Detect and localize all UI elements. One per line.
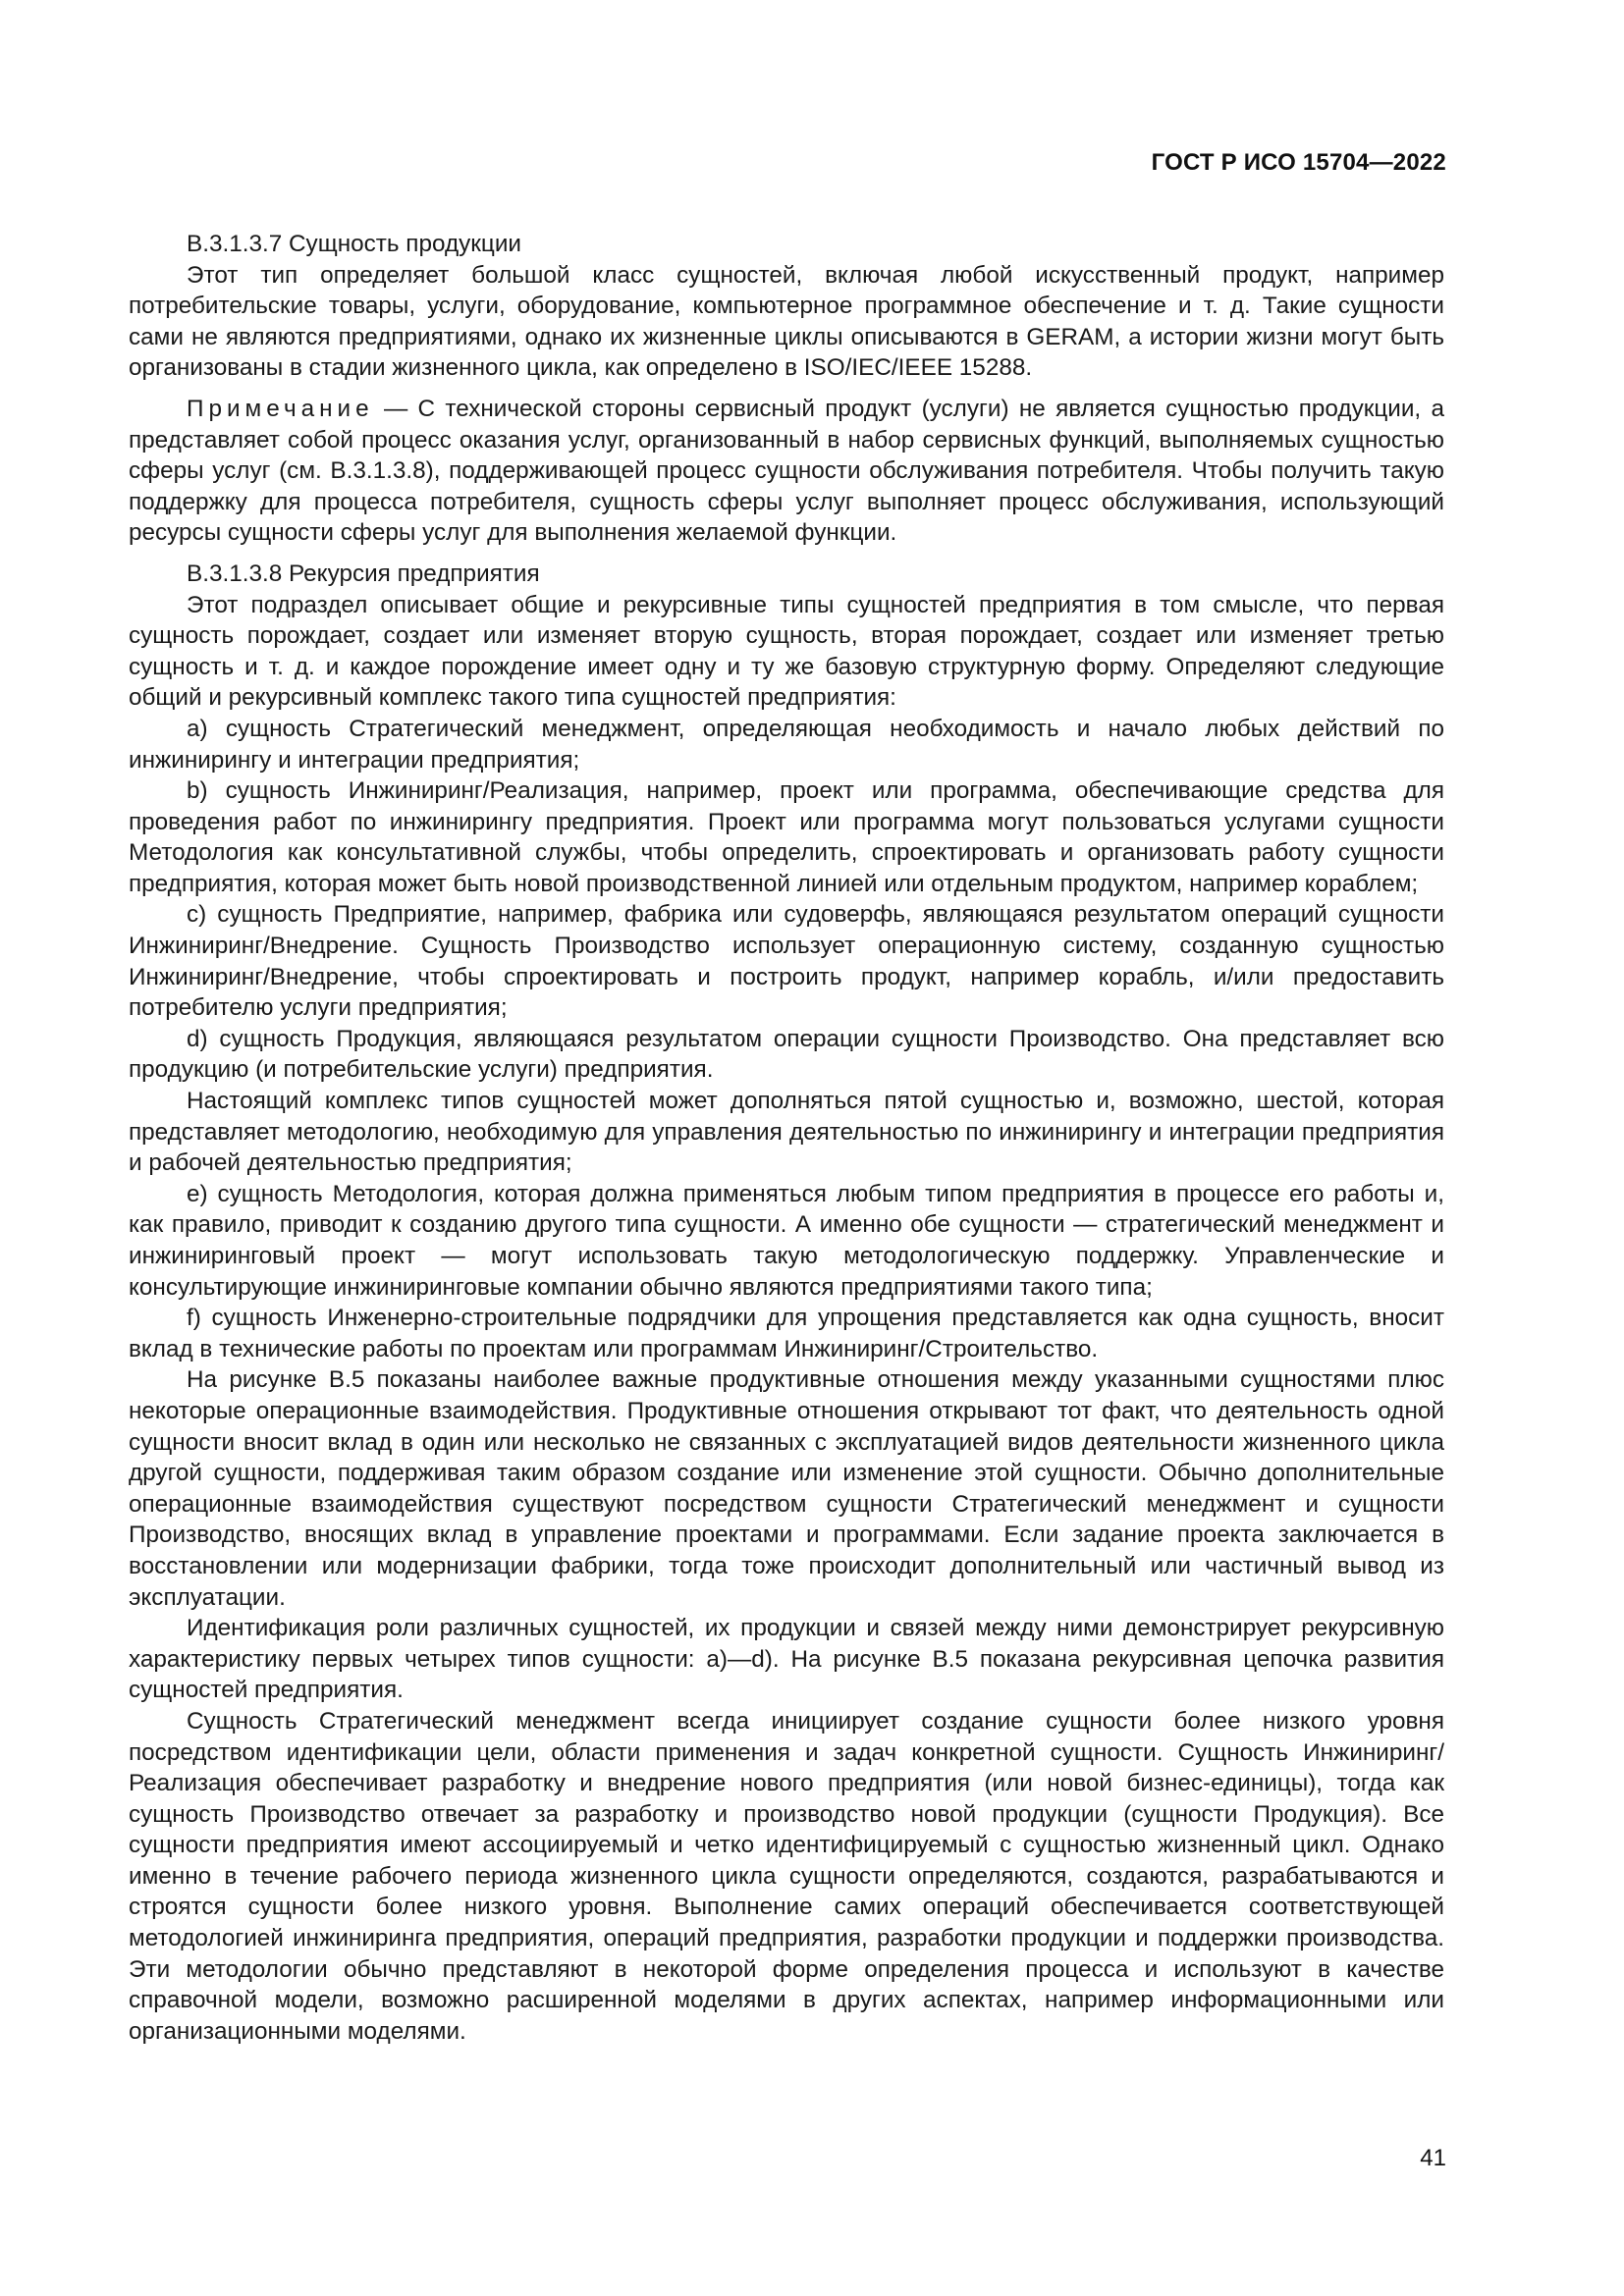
list-item-f: f) сущность Инженерно-строительные подрядчики для упрощения представляется как одна сущность, вносит вклад в технические работы по проектам или программам Инжиниринг/Строительство. bbox=[129, 1305, 1444, 1362]
paragraph-role-identification: Идентификация роли различных сущностей, их продукции и связей между ними демонстрирует рекурсивную характеристику первых четырех типов сущности: a)—d). На рисунке В.5 показана рекурсивная цепочка развития сущностей предприятия. bbox=[129, 1615, 1444, 1704]
document-body bbox=[129, 229, 1444, 2047]
paragraph-product-entity-description: Этот тип определяет большой класс сущностей, включая любой искусственный продукт, например потребительские товары, услуги, оборудование, компьютерное программное обеспечение и т. д. Такие сущности сами не являются предприятиями, однако их жизненные циклы описываются в GERAM, а истории жизни могут быть организованы в стадии жизненного цикла, как определено в ISO/IEC/IEEE 15288. bbox=[129, 261, 1444, 382]
paragraph-strategic-management: Сущность Стратегический менеджмент всегда инициирует создание сущности более низкого уровня посредством идентификации цели, области применения и задач конкретной сущности. Сущность Инжиниринг/Реализация обеспечивает разработку и внедрение нового предприятия (или новой бизнес-единицы), тогда как сущность Производство отвечает за разработку и производство новой продукции (сущности Продукция). Все сущности предприятия имеют ассоциируемый и четко идентифицируемый с сущностью жизненный цикл. Однако именно в течение рабочего периода жизненного цикла сущности определяются, создаются, разрабатываются и строятся сущности более низкого уровня. Выполнение самих операций обеспечивается соответствующей методологией инжиниринга предприятия, операций предприятия, разработки продукции и поддержки производства. Эти методологии обычно представляют в некоторой форме определения процесса и используют в качестве справочной модели, возможно расширенной моделями в других аспектах, например информационными или организационными моделями. bbox=[129, 1707, 1444, 2045]
section-heading-enterprise-recursion: В.3.1.3.8 Рекурсия предприятия bbox=[187, 560, 540, 587]
list-item-b: b) сущность Инжиниринг/Реализация, например, проект или программа, обеспечивающие средства для проведения работ по инжинирингу предприятия. Проект или программа могут пользоваться услугами сущности Методология как консультативной службы, чтобы определить, спроектировать и организовать работу сущности предприятия, которая может быть новой производственной линией или отдельным продуктом, например кораблем; bbox=[129, 777, 1444, 897]
list-item-e: e) сущность Методология, которая должна применяться любым типом предприятия в процессе его работы и, как правило, приводит к созданию другого типа сущности. А именно обе сущности — стратегический менеджмент и инжиниринговый проект — могут использовать такую методологическую поддержку. Управленческие и консультирующие инжиниринговые компании обычно являются предприятиями такого типа; bbox=[129, 1180, 1444, 1301]
list-item-c: c) сущность Предприятие, например, фабрика или судоверфь, являющаяся результатом операций сущности Инжиниринг/Внедрение. Сущность Производство использует операционную систему, созданную сущностью Инжиниринг/Внедрение, чтобы спроектировать и построить продукт, например корабль, и/или предоставить потребителю услуги предприятия; bbox=[129, 901, 1444, 1022]
note-text: — С технической стороны сервисный продукт (услуги) не является сущностью продукции, а представляет собой процесс оказания услуг, организованный в набор сервисных функций, выполняемых сущностью сферы услуг (см. В.3.1.3.8), поддерживающей процесс сущности обслуживания потребителя. Чтобы получить такую поддержку для процесса потребителя, сущность сферы услуг выполняет процесс обслуживания, использующий ресурсы сущности сферы услуг для выполнения желаемой функции. bbox=[129, 395, 1444, 547]
note-paragraph bbox=[129, 394, 1444, 549]
paragraph-recursion-intro: Этот подраздел описывает общие и рекурсивные типы сущностей предприятия в том смысле, что первая сущность порождает, создает или изменяет вторую сущность, вторая порождает, создает или изменяет третью сущность и т. д. и каждое порождение имеет одну и ту же базовую структурную форму. Определяют следующие общий и рекурсивный комплекс такого типа сущностей предприятия: bbox=[129, 591, 1444, 712]
note-label: Примечание bbox=[187, 395, 374, 422]
section-heading-product-entity: В.3.1.3.7 Сущность продукции bbox=[187, 231, 521, 257]
list-item-d: d) сущность Продукция, являющаяся результатом операции сущности Производство. Она представляет всю продукцию (и потребительские услуги) предприятия. bbox=[129, 1025, 1444, 1084]
paragraph-figure-b5-relations: На рисунке В.5 показаны наиболее важные продуктивные отношения между указанными сущностями плюс некоторые операционные взаимодействия. Продуктивные отношения открывают тот факт, что деятельность одной сущности вносит вклад в один или несколько не связанных с эксплуатацией видов деятельности жизненного цикла другой сущности, поддерживая таким образом создание или изменение этой сущности. Обычно дополнительные операционные взаимодействия существуют посредством сущности Стратегический менеджмент и сущности Производство, вносящих вклад в управление проектами и программами. Если задание проекта заключается в восстановлении или модернизации фабрики, тогда тоже происходит дополнительный или частичный вывод из эксплуатации. bbox=[129, 1366, 1444, 1611]
document-standard-id: ГОСТ Р ИСО 15704—2022 bbox=[1151, 149, 1446, 176]
list-item-a: a) сущность Стратегический менеджмент, определяющая необходимость и начало любых действий по инжинирингу и интеграции предприятия; bbox=[129, 715, 1444, 774]
page-number: 41 bbox=[1420, 2145, 1446, 2171]
paragraph-fifth-sixth-entity: Настоящий комплекс типов сущностей может дополняться пятой сущностью и, возможно, шестой, которая представляет методологию, необходимую для управления деятельностью по инжинирингу и интеграции предприятия и рабочей деятельностью предприятия; bbox=[129, 1088, 1444, 1177]
